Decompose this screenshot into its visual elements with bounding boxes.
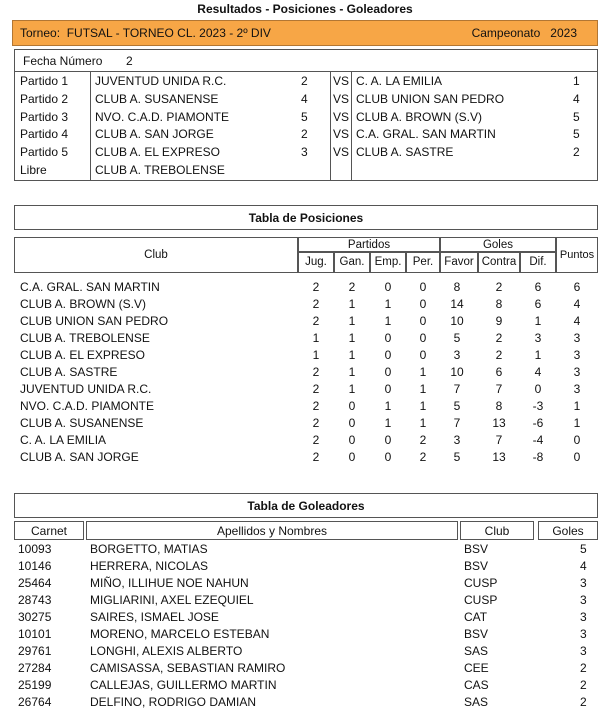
partido-home-goals: 2: [301, 127, 308, 142]
header-dif: Dif.: [520, 252, 556, 273]
pos-contra: 2: [495, 280, 503, 294]
partido-vs: VS: [333, 145, 350, 160]
gol-goles: 3: [580, 576, 587, 590]
partido-vs: VS: [333, 74, 350, 88]
pos-dif: -4: [532, 433, 544, 447]
partido-row: [15, 91, 597, 109]
pos-club: CLUB A. SAN JORGE: [20, 450, 139, 464]
partido-row: [15, 109, 597, 127]
pos-per: 2: [419, 450, 427, 464]
gol-goles: 3: [580, 644, 587, 658]
torneo-bar: [12, 20, 598, 46]
header-nombre: Apellidos y Nombres: [216, 524, 328, 538]
table-row: [14, 398, 598, 415]
pos-club: JUVENTUD UNIDA R.C.: [20, 382, 152, 396]
pos-pts: 4: [573, 314, 581, 328]
header-gol-club: Club: [484, 524, 510, 538]
pos-favor: 5: [453, 450, 461, 464]
pos-pts: 3: [573, 348, 581, 362]
pos-dif: -3: [532, 399, 544, 413]
pos-gan: 0: [348, 399, 356, 413]
gol-carnet: 10093: [18, 542, 52, 556]
gol-club: BSV: [464, 542, 489, 556]
header-nombre-cell: [86, 521, 458, 540]
header-jug: Jug.: [298, 252, 334, 273]
partido-away: CLUB A. BROWN (S.V): [356, 109, 483, 124]
partido-away: C. A. LA EMILIA: [356, 74, 443, 88]
pos-per: 1: [419, 399, 427, 413]
gol-club: CAS: [464, 678, 489, 692]
pos-favor: 7: [453, 416, 461, 430]
posiciones-title-box: [14, 205, 598, 230]
table-row: [14, 296, 598, 313]
table-row: [14, 558, 598, 575]
table-row: [14, 677, 598, 694]
pos-per: 1: [419, 416, 427, 430]
table-row: [14, 432, 598, 449]
gol-nombre: MIGLIARINI, AXEL EZEQUIEL: [90, 593, 254, 607]
table-row: [14, 626, 598, 643]
partido-away-goals: 5: [573, 127, 580, 142]
pos-club: CLUB A. BROWN (S.V): [20, 297, 147, 311]
torneo-info: [20, 26, 271, 40]
gol-carnet: 10146: [18, 559, 52, 573]
pos-jug: 2: [312, 450, 320, 464]
pos-favor: 14: [450, 297, 464, 311]
pos-favor: 7: [453, 382, 461, 396]
table-row: [14, 609, 598, 626]
gol-carnet: 28743: [18, 593, 52, 607]
pos-gan: 1: [348, 365, 356, 379]
pos-jug: 2: [312, 280, 320, 294]
pos-pts: 4: [573, 297, 581, 311]
pos-jug: 2: [312, 365, 320, 379]
fecha-box: [14, 49, 598, 72]
pos-gan: 1: [348, 348, 356, 362]
table-row: [14, 694, 598, 711]
header-carnet: Carnet: [30, 524, 68, 538]
pos-dif: -8: [532, 450, 544, 464]
header-partidos: Partidos: [298, 237, 440, 252]
pos-contra: 2: [495, 331, 503, 345]
pos-per: 0: [419, 297, 427, 311]
pos-favor: 8: [453, 280, 461, 294]
header-per: Per.: [406, 252, 440, 273]
partido-vs: VS: [333, 109, 350, 124]
partido-away: CLUB UNION SAN PEDRO: [356, 91, 505, 106]
partido-label: Partido 5: [20, 145, 69, 160]
gol-carnet: 25464: [18, 576, 52, 590]
torneo-name: FUTSAL - TORNEO CL. 2023 - 2º DIV: [66, 26, 271, 40]
partido-away-goals: 4: [573, 91, 580, 106]
pos-dif: 4: [534, 365, 542, 379]
gol-nombre: SAIRES, ISMAEL JOSE: [90, 610, 219, 624]
pos-jug: 2: [312, 297, 320, 311]
pos-emp: 1: [384, 399, 392, 413]
partido-row: [15, 126, 597, 144]
partido-row: [15, 162, 597, 180]
pos-per: 0: [419, 280, 427, 294]
gol-goles: 5: [580, 542, 587, 556]
pos-pts: 6: [573, 280, 581, 294]
gol-club: BSV: [464, 627, 489, 641]
gol-goles: 2: [580, 678, 587, 692]
pos-dif: 1: [534, 314, 542, 328]
pos-contra: 8: [495, 399, 503, 413]
gol-carnet: 30275: [18, 610, 52, 624]
pos-gan: 0: [348, 433, 356, 447]
pos-contra: 8: [495, 297, 503, 311]
partido-home: JUVENTUD UNIDA R.C.: [95, 74, 227, 88]
header-gol-goles-cell: [538, 521, 598, 540]
fecha-label: Fecha Número: [23, 54, 103, 68]
table-row: [14, 364, 598, 381]
pos-contra: 2: [495, 348, 503, 362]
gol-carnet: 10101: [18, 627, 52, 641]
posiciones-header: [14, 237, 598, 273]
pos-pts: 0: [573, 433, 581, 447]
pos-club: CLUB A. SUSANENSE: [20, 416, 144, 430]
pos-contra: 6: [495, 365, 503, 379]
gol-club: BSV: [464, 559, 489, 573]
pos-contra: 7: [495, 433, 503, 447]
gol-nombre: HERRERA, NICOLAS: [90, 559, 209, 573]
pos-jug: 2: [312, 416, 320, 430]
partido-home: CLUB A. SUSANENSE: [95, 91, 219, 106]
partido-home: NVO. C.A.D. PIAMONTE: [95, 109, 230, 124]
gol-nombre: CAMISASSA, SEBASTIAN RAMIRO: [90, 661, 286, 675]
pos-dif: 1: [534, 348, 542, 362]
pos-emp: 0: [384, 280, 392, 294]
partido-home-goals: 5: [301, 109, 308, 124]
pos-per: 0: [419, 314, 427, 328]
pos-jug: 1: [312, 348, 320, 362]
pos-club: CLUB A. SASTRE: [20, 365, 118, 379]
pos-club: CLUB A. TREBOLENSE: [20, 331, 150, 345]
table-row: [14, 643, 598, 660]
pos-gan: 1: [348, 314, 356, 328]
gol-goles: 4: [580, 559, 587, 573]
partido-vs: VS: [333, 91, 350, 106]
gol-club: SAS: [464, 644, 489, 658]
partido-away-goals: 5: [573, 109, 580, 124]
table-row: [14, 660, 598, 677]
partido-home: CLUB A. SAN JORGE: [95, 127, 214, 142]
gol-club: SAS: [464, 695, 489, 709]
pos-jug: 2: [312, 314, 320, 328]
table-row: [14, 279, 598, 296]
partido-home-goals: 2: [301, 74, 308, 88]
campeonato-info: [472, 26, 577, 40]
pos-dif: -6: [532, 416, 544, 430]
partido-away: CLUB A. SASTRE: [356, 145, 454, 160]
pos-per: 1: [419, 382, 427, 396]
gol-goles: 2: [580, 695, 587, 709]
table-row: [14, 347, 598, 364]
pos-club: CLUB A. EL EXPRESO: [20, 348, 145, 362]
pos-per: 2: [419, 433, 427, 447]
gol-club: CUSP: [464, 593, 498, 607]
partido-vs: VS: [333, 127, 350, 142]
goleadores-title-box: [14, 493, 598, 518]
pos-jug: 2: [312, 382, 320, 396]
pos-gan: 1: [348, 331, 356, 345]
pos-favor: 5: [453, 331, 461, 345]
header-carnet-cell: [14, 521, 84, 540]
pos-jug: 1: [312, 331, 320, 345]
header-club: Club: [14, 237, 298, 273]
pos-jug: 2: [312, 399, 320, 413]
partido-label: Partido 4: [20, 127, 69, 142]
pos-pts: 3: [573, 365, 581, 379]
table-row: [14, 449, 598, 466]
table-row: [14, 330, 598, 347]
pos-pts: 1: [573, 416, 581, 430]
document-title: Resultados - Posiciones - Goleadores: [197, 2, 413, 16]
pos-favor: 3: [453, 433, 461, 447]
partido-row: [15, 73, 597, 91]
pos-gan: 0: [348, 416, 356, 430]
pos-dif: 6: [534, 280, 542, 294]
gol-nombre: LONGHI, ALEXIS ALBERTO: [90, 644, 243, 658]
header-goles: Goles: [440, 237, 556, 252]
torneo-label: Torneo:: [20, 26, 61, 40]
pos-per: 0: [419, 348, 427, 362]
header-puntos: Puntos: [556, 237, 598, 273]
pos-club: C. A. LA EMILIA: [20, 433, 107, 447]
table-row: [14, 313, 598, 330]
gol-carnet: 27284: [18, 661, 52, 675]
pos-emp: 0: [384, 348, 392, 362]
header-emp: Emp.: [370, 252, 406, 273]
partido-home-goals: 4: [301, 91, 308, 106]
pos-emp: 1: [384, 297, 392, 311]
pos-emp: 1: [384, 416, 392, 430]
pos-contra: 9: [495, 314, 503, 328]
gol-goles: 3: [580, 610, 587, 624]
pos-emp: 0: [384, 365, 392, 379]
pos-club: CLUB UNION SAN PEDRO: [20, 314, 169, 328]
posiciones-title: Tabla de Posiciones: [248, 211, 364, 225]
pos-emp: 0: [384, 382, 392, 396]
pos-favor: 3: [453, 348, 461, 362]
pos-favor: 10: [450, 314, 464, 328]
pos-club: C.A. GRAL. SAN MARTIN: [20, 280, 160, 294]
gol-carnet: 25199: [18, 678, 52, 692]
gol-nombre: MORENO, MARCELO ESTEBAN: [90, 627, 270, 641]
pos-emp: 1: [384, 314, 392, 328]
gol-carnet: 29761: [18, 644, 52, 658]
gol-club: CUSP: [464, 576, 498, 590]
partido-home: CLUB A. TREBOLENSE: [95, 163, 225, 177]
pos-gan: 0: [348, 450, 356, 464]
partido-home: CLUB A. EL EXPRESO: [95, 145, 220, 160]
header-contra: Contra: [478, 252, 520, 273]
pos-pts: 0: [573, 450, 581, 464]
partido-label: Partido 2: [20, 91, 69, 106]
pos-contra: 13: [492, 450, 506, 464]
header-gol-goles: Goles: [552, 524, 584, 538]
partido-away-goals: 2: [573, 145, 580, 160]
pos-gan: 1: [348, 382, 356, 396]
pos-dif: 3: [534, 331, 542, 345]
gol-carnet: 26764: [18, 695, 52, 709]
pos-favor: 10: [450, 365, 464, 379]
gol-nombre: DELFINO, RODRIGO DAMIAN: [90, 695, 257, 709]
campeonato-year: 2023: [550, 26, 577, 40]
header-gan: Gan.: [334, 252, 370, 273]
pos-per: 0: [419, 331, 427, 345]
partido-label: Partido 3: [20, 109, 69, 124]
partido-away: C.A. GRAL. SAN MARTIN: [356, 127, 496, 142]
pos-contra: 7: [495, 382, 503, 396]
gol-nombre: CALLEJAS, GUILLERMO MARTIN: [90, 678, 277, 692]
table-row: [14, 541, 598, 558]
gol-goles: 3: [580, 627, 587, 641]
partido-label: Partido 1: [20, 74, 69, 88]
gol-goles: 3: [580, 593, 587, 607]
gol-club: CEE: [464, 661, 489, 675]
pos-contra: 13: [492, 416, 506, 430]
partido-home-goals: 3: [301, 145, 308, 160]
gol-club: CAT: [464, 610, 488, 624]
gol-nombre: BORGETTO, MATIAS: [90, 542, 208, 556]
pos-dif: 0: [534, 382, 542, 396]
header-gol-club-cell: [460, 521, 534, 540]
goleadores-title: Tabla de Goleadores: [247, 499, 365, 513]
pos-pts: 1: [573, 399, 581, 413]
pos-pts: 3: [573, 382, 581, 396]
pos-emp: 0: [384, 433, 392, 447]
table-row: [14, 575, 598, 592]
partido-row: [15, 144, 597, 162]
pos-dif: 6: [534, 297, 542, 311]
pos-jug: 2: [312, 433, 320, 447]
gol-nombre: MIÑO, ILLIHUE NOE NAHUN: [90, 576, 249, 590]
partido-away-goals: 1: [573, 74, 580, 88]
table-row: [14, 381, 598, 398]
pos-pts: 3: [573, 331, 581, 345]
gol-goles: 2: [580, 661, 587, 675]
partido-label: Libre: [20, 163, 47, 177]
pos-emp: 0: [384, 450, 392, 464]
table-row: [14, 415, 598, 432]
header-favor: Favor: [440, 252, 478, 273]
pos-gan: 2: [348, 280, 356, 294]
pos-per: 1: [419, 365, 427, 379]
pos-favor: 5: [453, 399, 461, 413]
partidos-box: [14, 71, 598, 181]
pos-emp: 0: [384, 331, 392, 345]
fecha-number: 2: [126, 54, 133, 68]
campeonato-label: Campeonato: [471, 26, 541, 40]
pos-gan: 1: [348, 297, 356, 311]
table-row: [14, 592, 598, 609]
pos-club: NVO. C.A.D. PIAMONTE: [20, 399, 155, 413]
